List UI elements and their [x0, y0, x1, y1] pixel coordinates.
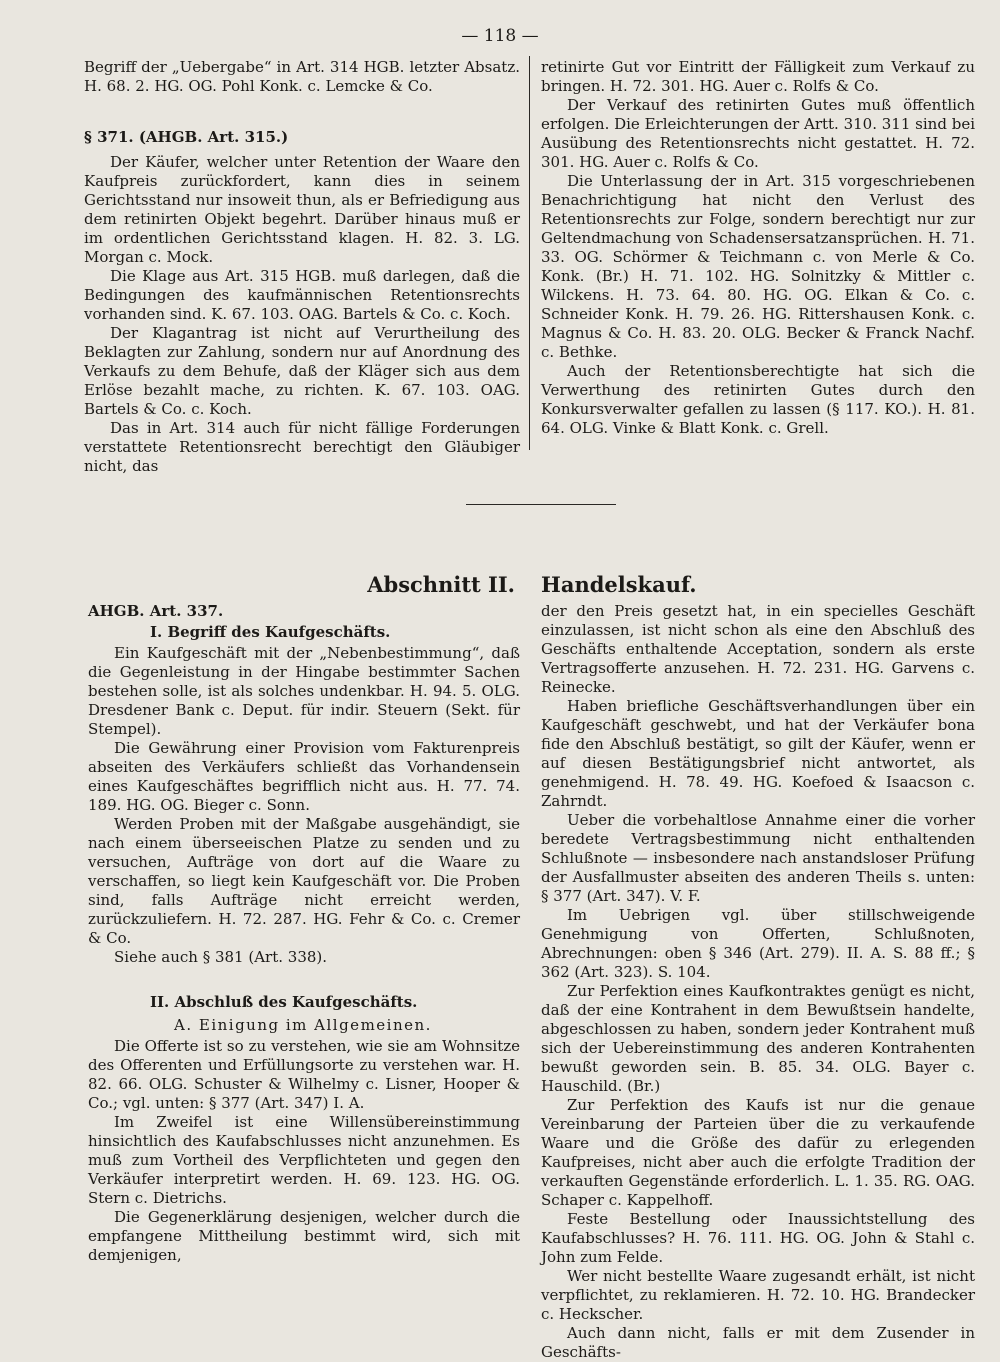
paragraph: Zur Perfektion des Kaufs ist nur die genaue Vereinbarung der Parteien über die zu verkaufende Waare und die Größe des dafür zu erlegenden Kaufpreises, nicht aber auch die erfolgte Tradition der verkauften Gegenstände erforderlich. L. 1. 35. RG. OAG. Schaper c. Kappelhoff.	[541, 1096, 975, 1209]
section-heading: § 371. (AHGB. Art. 315.)	[84, 128, 289, 146]
paragraph: Der Verkauf des retinirten Gutes muß öffentlich erfolgen. Die Erleichterungen der Artt. 310. 311 sind bei Ausübung des Retentionsrechts nicht gestattet. H. 72. 301. HG. Auer c. Rolfs & Co.	[541, 96, 975, 171]
division-heading-right: Handelskauf.	[541, 572, 697, 597]
paragraph: Ein Kaufgeschäft mit der „Nebenbestimmung“, daß die Gegenleistung in der Hingabe bestimmter Sachen bestehen solle, ist als solches undenkbar. H. 94. 5. OLG. Dresdener Bank c. Deput. für indir. Steuern (Sekt. für Stempel).	[88, 644, 520, 738]
subsection-heading: II. Abschluß des Kaufgeschäfts.	[150, 993, 418, 1011]
paragraph: Haben briefliche Geschäftsverhandlungen über ein Kaufgeschäft geschwebt, und hat der Verkäufer bona fide den Abschluß bestätigt, so gilt der Käufer, wenn er auf diesen Bestätigungsbrief nicht antwortet, als genehmigend. H. 78. 49. HG. Koefoed & Isaacson c. Zahrndt.	[541, 697, 975, 810]
paragraph: Siehe auch § 381 (Art. 338).	[114, 948, 328, 966]
page-number: — 118 —	[461, 26, 539, 46]
paragraph: Im Zweifel ist eine Willensübereinstimmung hinsichtlich des Kaufabschlusses nicht anzunehmen. Es muß zum Vortheil des Verpflichteten und gegen den Verkäufer interpretirt werden. H. 69. 123. HG. OG. Stern c. Dietrichs.	[88, 1113, 520, 1207]
column-divider	[529, 56, 530, 450]
paragraph: Das in Art. 314 auch für nicht fällige Forderungen verstattete Retentionsrecht berechtigt den Gläubiger nicht, das	[84, 419, 520, 475]
sub-subsection-heading: A. Einigung im Allgemeinen.	[174, 1016, 432, 1034]
paragraph: Der Klagantrag ist nicht auf Verurtheilung des Beklagten zur Zahlung, sondern nur auf Anordnung des Verkaufs zu dem Behufe, daß der Kläger sich aus dem Erlöse bezahlt mache, zu richten. K. 67. 103. OAG. Bartels & Co. c. Koch.	[84, 324, 520, 418]
paragraph: Der Käufer, welcher unter Retention der Waare den Kaufpreis zurückfordert, kann dies in seinem Gerichtsstand nur insoweit thun, als er Befriedigung aus dem retinirten Objekt begehrt. Darüber hinaus muß er im ordentlichen Gerichtsstand klagen. H. 82. 3. LG. Morgan c. Mock.	[84, 153, 520, 266]
division-heading-left: Abschnitt II.	[367, 572, 515, 597]
paragraph: Feste Bestellung oder Inaussichtstellung des Kaufabschlusses? H. 76. 111. HG. OG. John & Stahl c. John zum Felde.	[541, 1210, 975, 1266]
paragraph: Zur Perfektion eines Kaufkontraktes genügt es nicht, daß der eine Kontrahent in dem Bewußtsein handelte, abgeschlossen zu haben, sondern jeder Kontrahent muß sich der Uebereinstimmung des anderen Kontrahenten bewußt geworden sein. B. 85. 34. OLG. Bayer c. Hauschild. (Br.)	[541, 982, 975, 1095]
paragraph: Wer nicht bestellte Waare zugesandt erhält, ist nicht verpflichtet, zu reklamieren. H. 72. 10. HG. Brandecker c. Heckscher.	[541, 1267, 975, 1323]
paragraph: Ueber die vorbehaltlose Annahme einer die vorher beredete Vertragsbestimmung nicht enthaltenden Schlußnote — insbesondere nach anstandsloser Prüfung der Ausfallmuster abseiten des anderen Theils s. unten: § 377 (Art. 347). V. F.	[541, 811, 975, 905]
paragraph: Im Uebrigen vgl. über stillschweigende Genehmigung von Offerten, Schlußnoten, Abrechnungen: oben § 346 (Art. 279). II. A. S. 88 ff.; § 362 (Art. 323). S. 104.	[541, 906, 975, 981]
paragraph: Begriff der „Uebergabe“ in Art. 314 HGB. letzter Absatz. H. 68. 2. HG. OG. Pohl Konk. c. Lemcke & Co.	[84, 58, 520, 95]
paragraph: retinirte Gut vor Eintritt der Fälligkeit zum Verkauf zu bringen. H. 72. 301. HG. Auer c. Rolfs & Co.	[541, 58, 975, 95]
paragraph: Auch der Retentionsberechtigte hat sich die Verwerthung des retinirten Gutes durch den Konkursverwalter gefallen zu lassen (§ 117. KO.). H. 81. 64. OLG. Vinke & Blatt Konk. c. Grell.	[541, 362, 975, 437]
subsection-heading: I. Begriff des Kaufgeschäfts.	[150, 623, 391, 641]
paragraph: Die Gegenerklärung desjenigen, welcher durch die empfangene Mittheilung bestimmt wird, sich mit demjenigen,	[88, 1208, 520, 1264]
column-bottom-right	[541, 602, 975, 1362]
paragraph: Werden Proben mit der Maßgabe ausgehändigt, sie nach einem überseeischen Platze zu senden und zu versuchen, Aufträge von dort auf die Waare zu verschaffen, so liegt kein Kaufgeschäft vor. Die Proben sind, falls Aufträge nicht erreicht werden, zurückzuliefern. H. 72. 287. HG. Fehr & Co. c. Cremer & Co.	[88, 815, 520, 947]
paragraph: Die Klage aus Art. 315 HGB. muß darlegen, daß die Bedingungen des kaufmännischen Retentionsrechts vorhanden sind. K. 67. 103. OAG. Bartels & Co. c. Koch.	[84, 267, 520, 323]
column-top-left	[84, 58, 520, 476]
paragraph: Die Gewährung einer Provision vom Fakturenpreis abseiten des Verkäufers schließt das Vorhandensein eines Kaufgeschäftes begrifflich nicht aus. H. 77. 74. 189. HG. OG. Bieger c. Sonn.	[88, 739, 520, 814]
paragraph: Auch dann nicht, falls er mit dem Zusender in Geschäfts-	[541, 1324, 975, 1361]
column-bottom-left	[88, 602, 520, 1265]
paragraph: Die Offerte ist so zu verstehen, wie sie am Wohnsitze des Offerenten und Erfüllungsorte zu verstehen war. H. 82. 66. OLG. Schuster & Wilhelmy c. Lisner, Hooper & Co.; vgl. unten: § 377 (Art. 347) I. A.	[88, 1037, 520, 1112]
separator-rule	[466, 504, 616, 505]
paragraph: Die Unterlassung der in Art. 315 vorgeschriebenen Benachrichtigung hat nicht den Verlust des Retentionsrechts zur Folge, sondern berechtigt nur zur Geltendmachung von Schadensersatzansprüchen. H. 71. 33. OG. Schörmer & Teichmann c. von Merle & Co. Konk. (Br.) H. 71. 102. HG. Solnitzky & Mittler c. Wilckens. H. 73. 64. 80. HG. OG. Elkan & Co. c. Schneider Konk. H. 79. 26. HG. Rittershausen Konk. c. Magnus & Co. H. 83. 20. OLG. Becker & Franck Nachf. c. Bethke.	[541, 172, 975, 361]
column-top-right	[541, 58, 975, 438]
article-heading: AHGB. Art. 337.	[88, 602, 224, 620]
paragraph: der den Preis gesetzt hat, in ein specielles Geschäft einzulassen, ist nicht schon als eine den Abschluß des Geschäfts enthaltende Acceptation, sondern als erste Vertragsofferte anzusehen. H. 72. 231. HG. Garvens c. Reinecke.	[541, 602, 975, 696]
